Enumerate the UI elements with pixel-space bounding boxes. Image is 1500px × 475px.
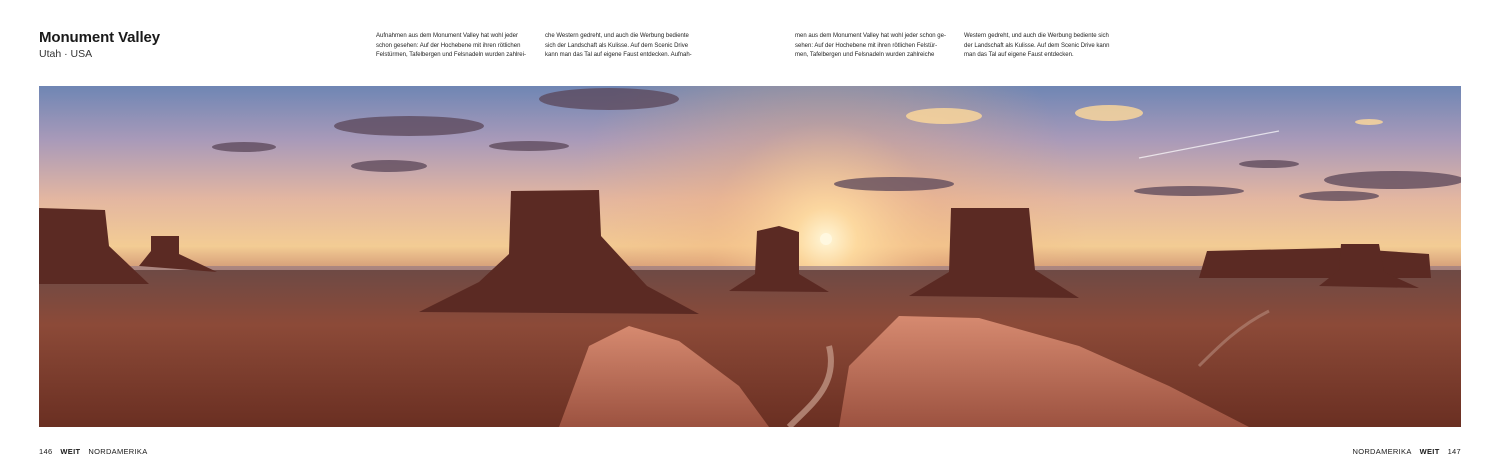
section-label: NORDAMERIKA — [88, 447, 148, 456]
location-subtitle: Utah · USA — [39, 48, 93, 60]
body-text-line: che Western gedreht, und auch die Werbung bediente — [545, 33, 689, 39]
magazine-name: WEIT — [1419, 447, 1440, 456]
panorama-photo — [39, 86, 1461, 427]
body-text-line: men, Tafelbergen und Felsnadeln wurden zahlreiche — [795, 52, 935, 58]
section-label: NORDAMERIKA — [1352, 447, 1412, 456]
folio-right — [1352, 447, 1461, 457]
sun — [820, 233, 832, 245]
body-text-line: kann man das Tal auf eigene Faust entdecken. Aufnah- — [545, 52, 692, 58]
body-text-line: schon gesehen: Auf der Hochebene mit ihren rötlichen — [376, 42, 521, 49]
body-text-column-3 — [795, 32, 960, 61]
body-text-line: men aus dem Monument Valley hat wohl jeder schon ge- — [795, 33, 946, 39]
body-text-line: Felstürmen, Tafelbergen und Felsnadeln wurden zahlrei- — [376, 52, 526, 58]
panorama-illustration — [39, 86, 1461, 427]
folio-left — [39, 447, 148, 457]
page-title: Monument Valley — [39, 29, 161, 46]
body-text-line: sich der Landschaft als Kulisse. Auf dem Scenic Drive — [545, 42, 689, 49]
body-text-line: der Landschaft als Kulisse. Auf dem Scenic Drive kann — [964, 42, 1110, 49]
page-number-left: 146 — [39, 447, 53, 456]
body-text-line: Western gedreht, und auch die Werbung bediente sich — [964, 33, 1109, 39]
body-text-column-4 — [964, 32, 1129, 61]
body-text-line: Aufnahmen aus dem Monument Valley hat wohl jeder — [376, 33, 518, 39]
body-text-line: sehen: Auf der Hochebene mit ihren rötlichen Felstür- — [795, 42, 938, 49]
body-text-column-1 — [376, 32, 541, 61]
body-text-column-2 — [545, 32, 710, 61]
magazine-name: WEIT — [60, 447, 81, 456]
page-number-right: 147 — [1447, 447, 1461, 456]
body-text-line: man das Tal auf eigene Faust entdecken. — [964, 52, 1074, 58]
